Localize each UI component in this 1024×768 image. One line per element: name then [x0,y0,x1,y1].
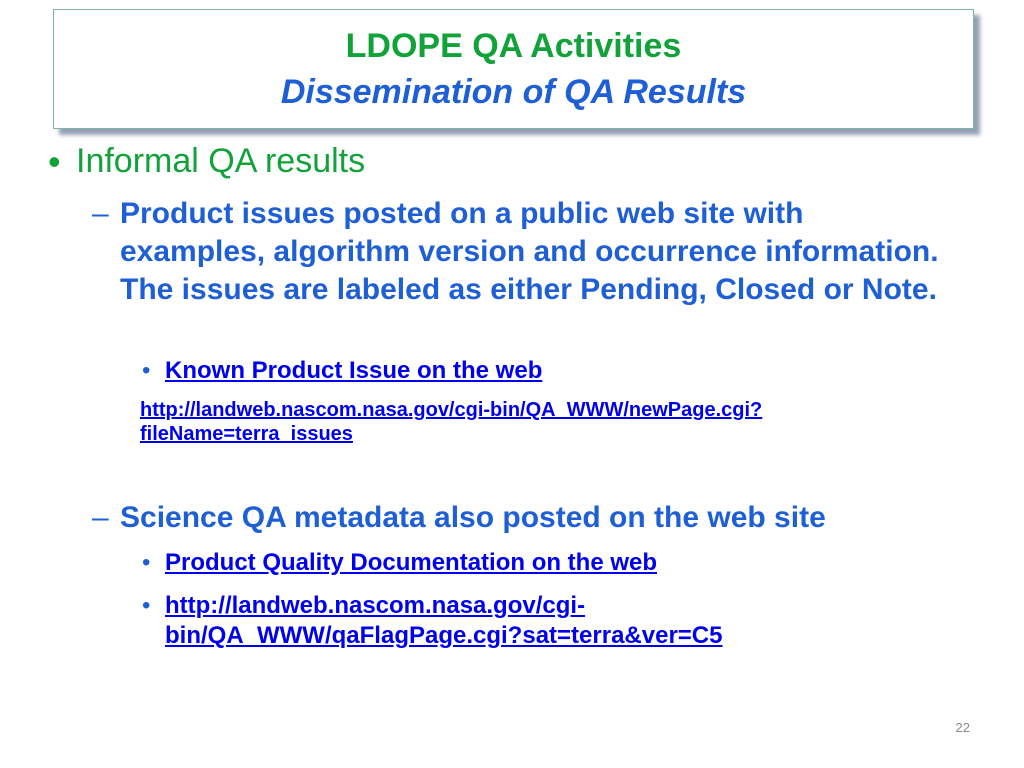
slide-subtitle: Dissemination of QA Results [280,73,747,111]
slide-title: LDOPE QA Activities [345,27,682,65]
link-known-product-issue[interactable]: Known Product Issue on the web [165,357,543,384]
sub-bullet-product-issues: Product issues posted on a public web site with examples, algorithm version and occurrence information. The issues are labeled as either Pending, Closed or Note. [120,197,939,306]
bullet-informal-qa: Informal QA results [76,142,366,180]
bullet-dot: • [142,357,151,384]
sub-bullet-science-qa: Science QA metadata also posted on the web site [120,501,826,534]
slide-number: 22 [955,720,970,735]
link-qa-flag-page-url[interactable]: http://landweb.nascom.nasa.gov/cgi-bin/QA_WWW/qaFlagPage.cgi?sat=terra&ver=C5 [165,592,723,649]
bullet-dot: • [48,141,61,182]
dash-marker: – [92,501,109,534]
bullet-dot: • [142,592,151,619]
title-box [53,9,974,129]
link-product-quality-doc[interactable]: Product Quality Documentation on the web [165,549,658,576]
dash-marker: – [92,197,109,230]
link-terra-issues-url[interactable]: http://landweb.nascom.nasa.gov/cgi-bin/QA_WWW/newPage.cgi?fileName=terra_issues [140,399,763,445]
bullet-dot: • [142,549,151,576]
